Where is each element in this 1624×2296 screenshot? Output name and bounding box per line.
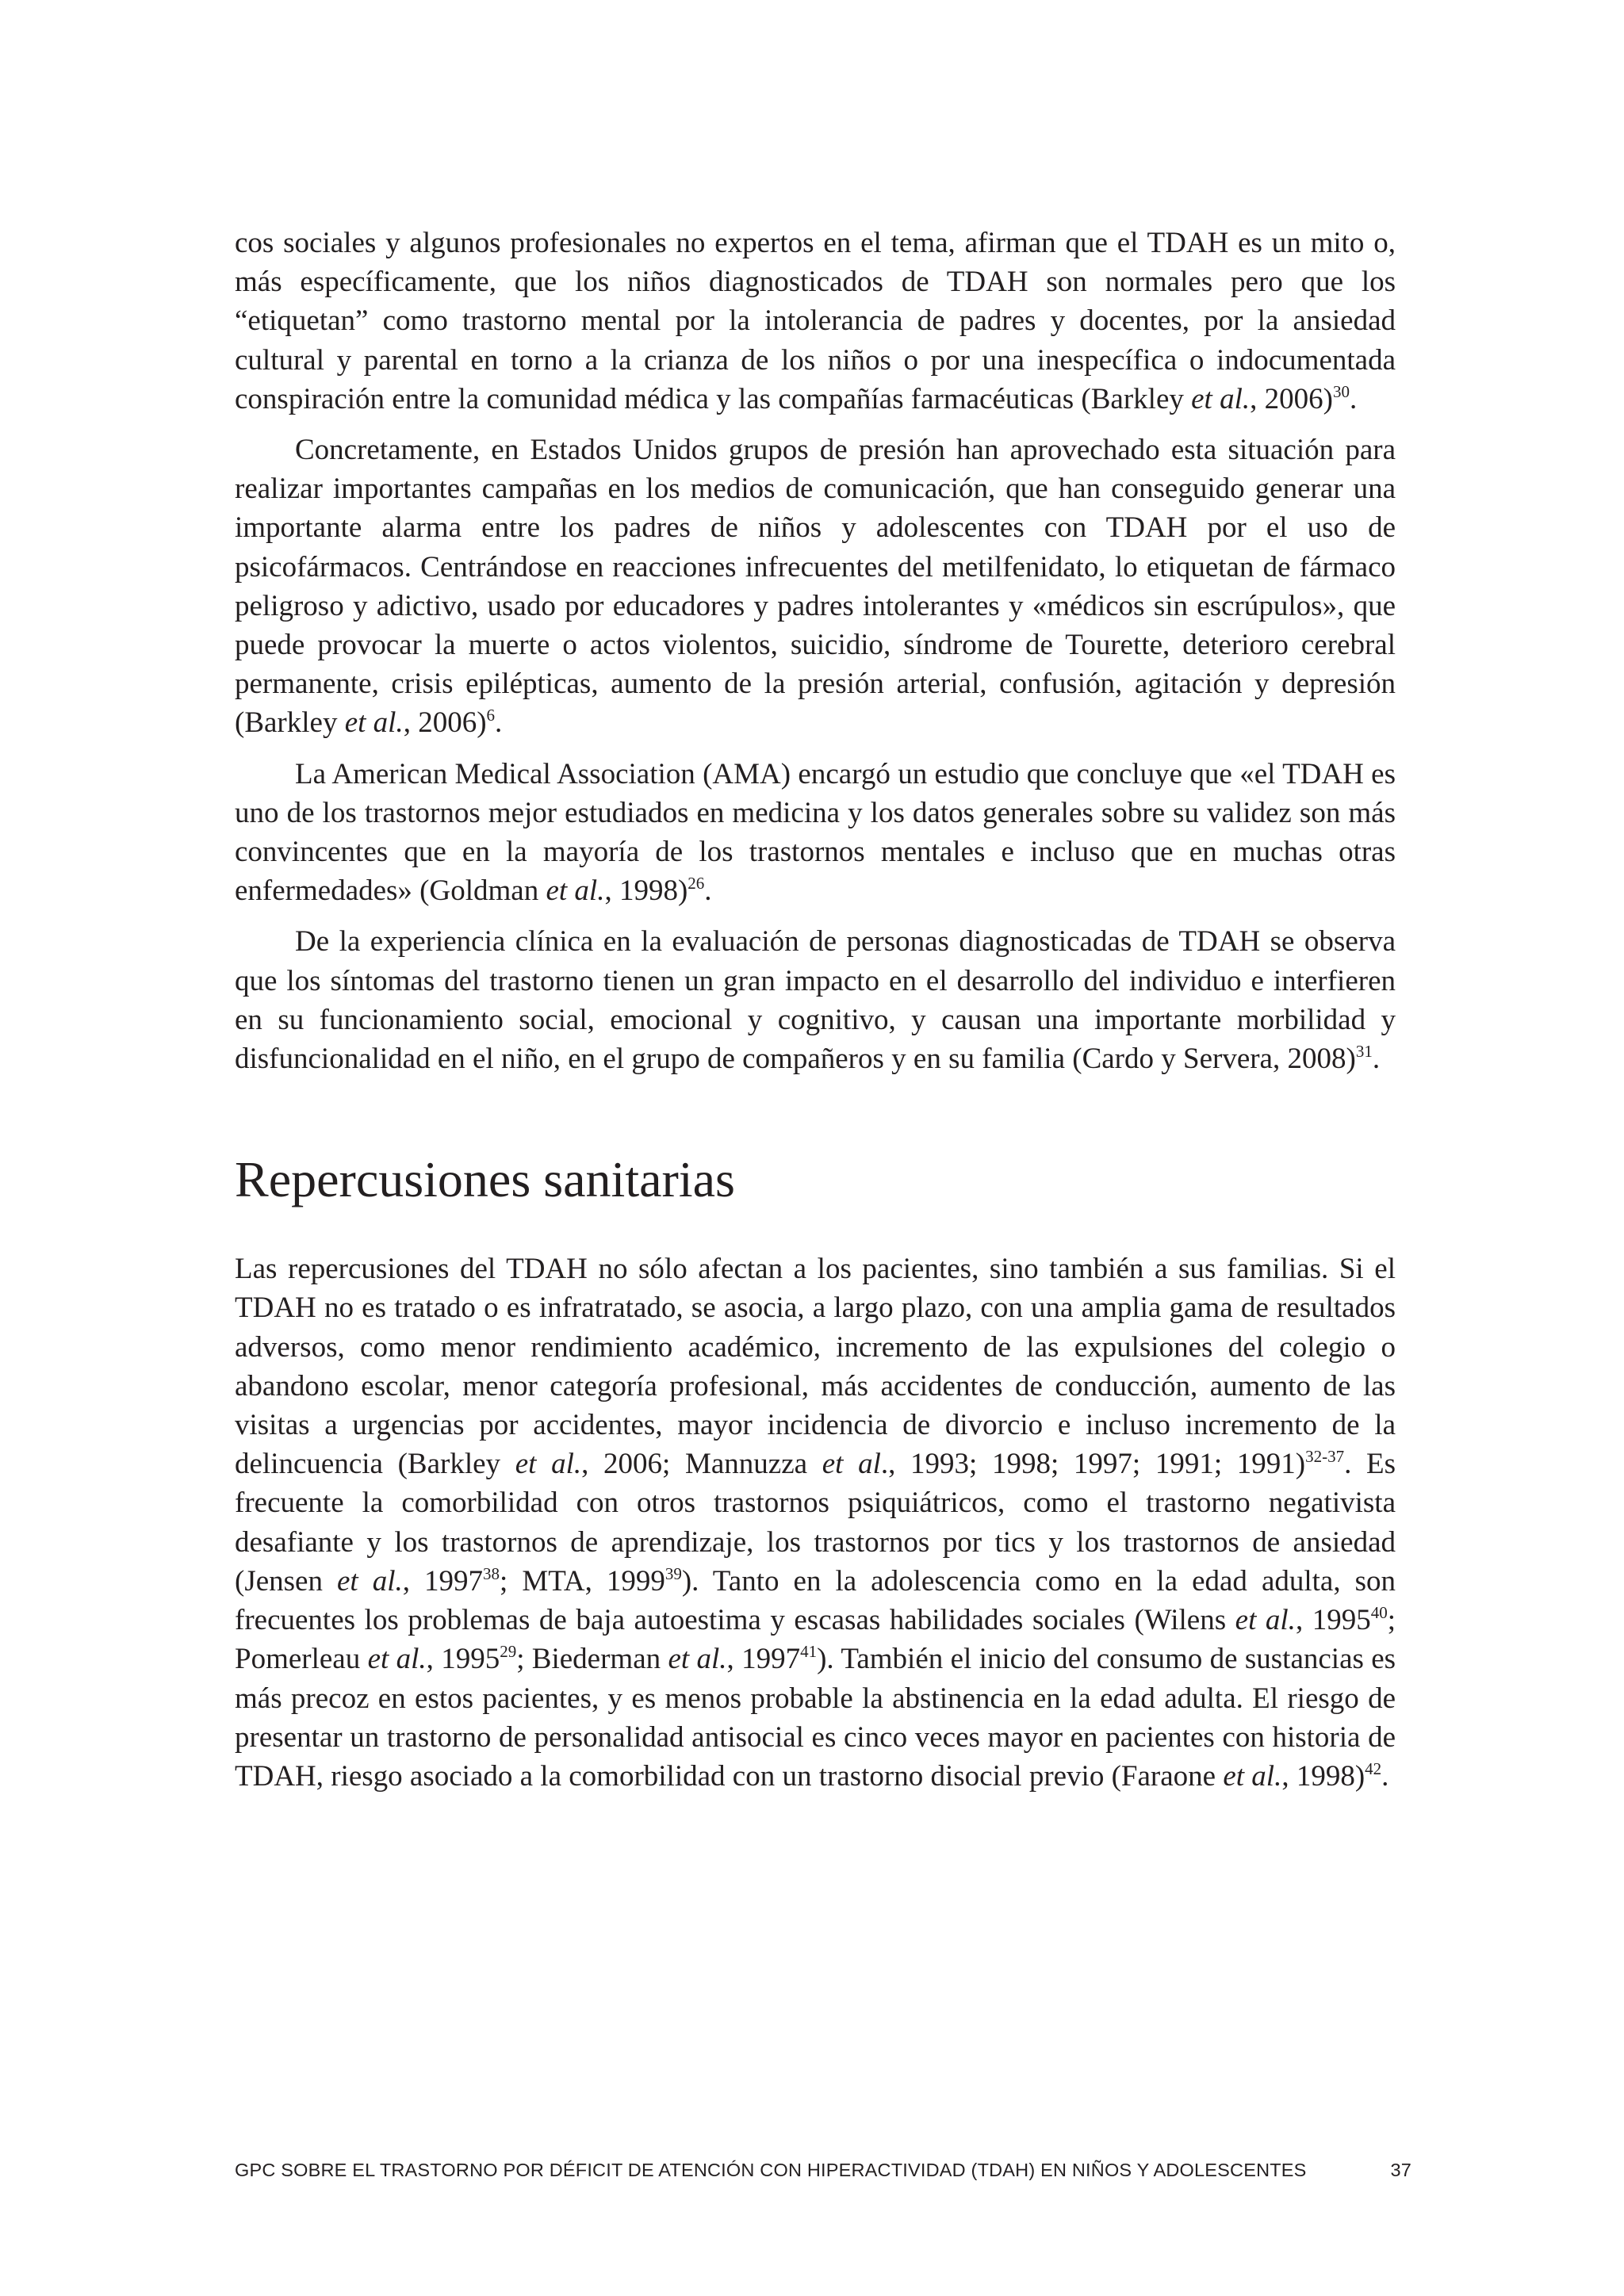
paragraph-continued: cos sociales y algunos profesionales no expertos en el tema, afirman que el TDAH es un mito o, más específicamente, que los niños diagnosticados de TDAH son normales pero que los “etiquetan” como trastorno mental por la intolerancia de padres y docentes, por la ansiedad cultural y parental en torno a la crianza de los niños o por una inespecífica o indocumentada conspiración entre la comunidad médica y las compañías farmacéuticas (Barkley et al., 2006)$^{30}$. <box>235 227 1396 415</box>
citation-et-al: et al. <box>546 874 605 908</box>
citation-et-al: et al. <box>1223 1759 1282 1793</box>
reference-number: 29 <box>500 1642 517 1662</box>
citation-et-al: et al. <box>515 1448 582 1481</box>
reference-number: 30 <box>1332 381 1350 401</box>
reference-number: 32-37 <box>1305 1447 1345 1467</box>
reference-number: 41 <box>800 1642 818 1662</box>
reference-number: 38 <box>483 1563 500 1583</box>
reference-number: 6 <box>486 706 496 725</box>
body-text-top <box>235 224 1396 1078</box>
citation-et-al: et al. <box>367 1643 427 1676</box>
citation-et-al: et al. <box>1235 1604 1296 1637</box>
paragraph-advocacy-campaigns: Concretamente, en Estados Unidos grupos de presión han aprovechado esta situación para realizar importantes campañas en los medios de comunicación, que han conseguido generar una importante alarma entre los padres de niños y adolescentes con TDAH por el uso de psicofármacos. Centrándose en reacciones infrecuentes del metilfenidato, lo etiquetan de fármaco peligroso y adictivo, usado por educadores y padres intolerantes y «médicos sin escrúpulos», que puede provocar la muerte o actos violentos, suicidio, síndrome de Tourette, deterioro cerebral permanente, crisis epilépticas, aumento de la presión arterial, confusión, agitación y depresión (Barkley et al., 2006)$^6$. <box>235 434 1396 740</box>
paragraph-ama-study: La American Medical Association (AMA) encargó un estudio que concluye que «el TDAH es uno de los trastornos mejor estudiados en medicina y los datos generales sobre su validez son más convincentes que en la mayoría de los trastornos mentales e incluso que en muchas otras enfermedades» (Goldman et al., 1998)$^{26}$. <box>235 757 1396 908</box>
reference-number: 39 <box>665 1563 682 1583</box>
paragraph-health-repercussions: Las repercusiones del TDAH no sólo afectan a los pacientes, sino también a sus familias. Si el TDAH no es tratado o es infratratado, se asocia, a largo plazo, con una amplia gama de resultados adversos, como menor rendimiento académico, incremento de las expulsiones del colegio o abandono escolar, menor categoría profesional, más accidentes de conducción, aumento de las visitas a urgencias por accidentes, mayor incidencia de divorcio e incluso incremento de la delincuencia (Barkley et al., 2006; Mannuzza et al., 1993; 1998; 1997; 1991; 1991)$^{32-37}$. Es frecuente la comorbilidad con otros trastornos psiquiátricos, como el trastorno negativista desafiante y los trastornos de aprendizaje, los trastornos por tics y los trastornos de ansiedad (Jensen et al., 1997$^{38}$; MTA, 1999$^{39}$). Tanto en la adolescencia como en la edad adulta, son frecuentes los problemas de baja autoestima y escasas habilidades sociales (Wilens et al., 1995$^{40}$; Pomerleau et al., 1995$^{29}$; Biederman et al., 1997$^{41}$). También el inicio del consumo de sustancias es más precoz en estos pacientes, y es menos probable la abstinencia en la edad adulta. El riesgo de presentar un trastorno de personalidad antisocial es cinco veces mayor en pacientes con historia de TDAH, riesgo asociado a la comorbilidad con un trastorno disocial previo (Faraone et al., 1998)$^{42}$. <box>235 1253 1396 1793</box>
reference-number: 26 <box>688 874 705 894</box>
body-text-bottom <box>235 1249 1396 1796</box>
reference-number: 40 <box>1370 1603 1388 1623</box>
reference-number: 42 <box>1365 1758 1382 1778</box>
page-body <box>235 224 1396 1796</box>
citation-et-al: et al. <box>1191 382 1251 415</box>
section-heading: Repercusiones sanitarias <box>235 1151 735 1208</box>
page-number: 37 <box>1390 2160 1411 2180</box>
citation-et-al: et al. <box>336 1564 403 1598</box>
page-footer <box>235 2158 1411 2182</box>
citation-et-al: et al. <box>344 706 404 740</box>
paragraph-clinical-experience: De la experiencia clínica en la evaluación de personas diagnosticadas de TDAH se observa que los síntomas del trastorno tienen un gran impacto en el desarrollo del individuo e interfieren en su funcionamiento social, emocional y cognitivo, y causan una importante morbilidad y disfuncionalidad en el niño, en el grupo de compañeros y en su familia (Cardo y Servera, 2008)$^{31}$. <box>235 925 1396 1076</box>
reference-number: 31 <box>1355 1042 1373 1062</box>
citation-et-al: et al. <box>668 1643 727 1676</box>
footer-title: GPC SOBRE EL TRASTORNO POR DÉFICIT DE ATENCIÓN CON HIPERACTIVIDAD (TDAH) EN NIÑOS Y ADOLESCENTES <box>235 2160 1307 2180</box>
citation-et-al: et al <box>822 1448 881 1481</box>
